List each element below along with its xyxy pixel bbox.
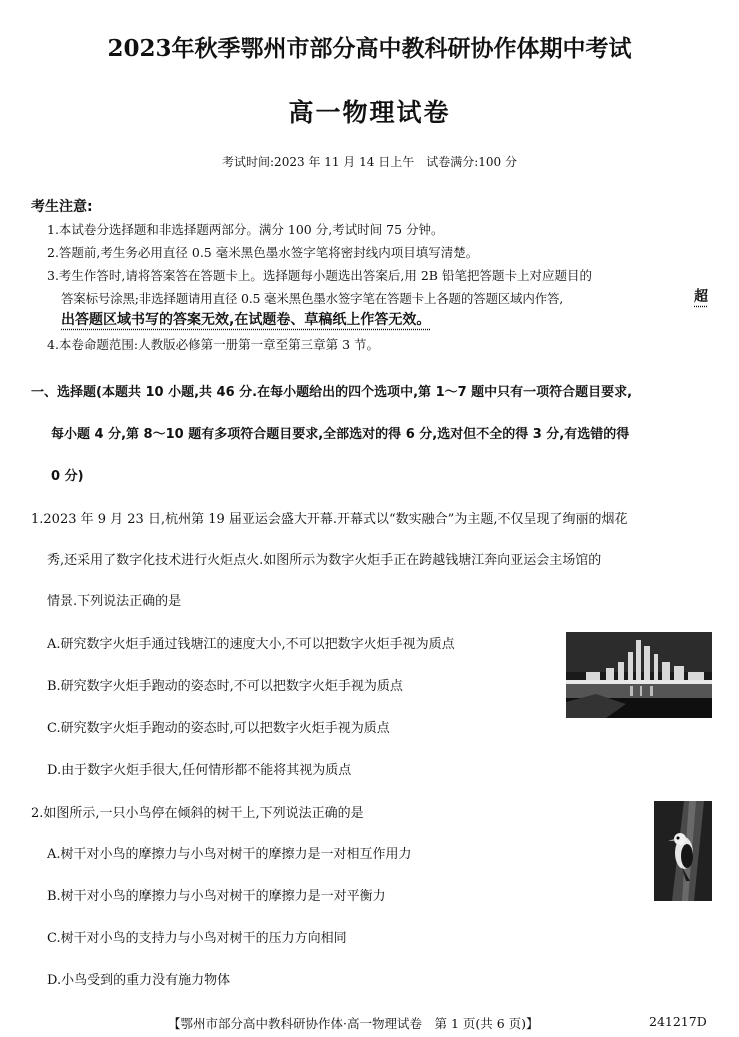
section-heading-line1: 一、选择题(本题共 10 小题,共 46 分.在每小题给出的四个选项中,第 1～7 题中只有一项符合题目要求, (31, 385, 633, 400)
exam-meta: 考试时间:2023 年 11 月 14 日上午 试卷满分:100 分 (222, 155, 517, 169)
exam-subtitle: 高一物理试卷 (288, 98, 451, 127)
bird-photo (654, 801, 712, 901)
torchbearer-photo (566, 632, 712, 718)
notice-item-2: 2.答题前,考生务必用直径 0.5 毫米黑色墨水签字笔将密封线内项目填写清楚。 (47, 245, 479, 260)
q1-option-d: D.由于数字火炬手很大,任何情形都不能将其视为质点 (47, 763, 352, 778)
q1-stem-line1: 1.2023 年 9 月 23 日,杭州第 19 届亚运会盛大开幕.开幕式以“数实融合”为主题,不仅呈现了绚丽的烟花 (31, 512, 628, 527)
section-heading-line2: 每小题 4 分,第 8～10 题有多项符合题目要求,全部选对的得 6 分,选对但不全的得 3 分,有选错的得 (51, 427, 630, 442)
notice-item-1: 1.本试卷分选择题和非选择题两部分。满分 100 分,考试时间 75 分钟。 (47, 222, 444, 237)
section-heading-line3: 0 分) (51, 469, 84, 484)
q2-option-d: D.小鸟受到的重力没有施力物体 (47, 973, 231, 988)
q1-option-a: A.研究数字火炬手通过钱塘江的速度大小,不可以把数字火炬手视为质点 (47, 637, 455, 652)
notice-item-3: 3.考生作答时,请将答案答在答题卡上。选择题每小题选出答案后,用 2B 铅笔把答题卡上对应题目的 (47, 268, 592, 283)
notice-warning: 出答题区域书写的答案无效,在试题卷、草稿纸上作答无效。 (61, 312, 431, 328)
footer-page-info: 【鄂州市部分高中教科研协作体·高一物理试卷 第 1 页(共 6 页)】 (168, 1016, 539, 1031)
exam-title: 2023年秋季鄂州市部分高中教科研协作体期中考试 (107, 35, 632, 62)
q1-stem-line2: 秀,还采用了数字化技术进行火炬点火.如图所示为数字火炬手正在跨越钱塘江奔向亚运会主场馆的 (47, 553, 602, 568)
notice-heading: 考生注意: (31, 199, 93, 215)
q2-option-b: B.树干对小鸟的摩擦力与小鸟对树干的摩擦力是一对平衡力 (47, 889, 386, 904)
notice-item-3-cont: 答案标号涂黑;非选择题请用直径 0.5 毫米黑色墨水签字笔在答题卡上各题的答题区域内作答, (61, 291, 564, 306)
q2-option-a: A.树干对小鸟的摩擦力与小鸟对树干的摩擦力是一对相互作用力 (47, 847, 412, 862)
footer-code: 241217D (649, 1014, 707, 1029)
q2-option-c: C.树干对小鸟的支持力与小鸟对树干的压力方向相同 (47, 931, 347, 946)
q1-option-b: B.研究数字火炬手跑动的姿态时,不可以把数字火炬手视为质点 (47, 679, 403, 694)
q1-option-c: C.研究数字火炬手跑动的姿态时,可以把数字火炬手视为质点 (47, 721, 390, 736)
q1-stem-line3: 情景.下列说法正确的是 (47, 594, 182, 609)
q2-stem: 2.如图所示,一只小鸟停在倾斜的树干上,下列说法正确的是 (31, 806, 364, 821)
notice-item-4: 4.本卷命题范围:人教版必修第一册第一章至第三章第 3 节。 (47, 337, 380, 352)
notice-warning-start: 超 (694, 289, 708, 305)
